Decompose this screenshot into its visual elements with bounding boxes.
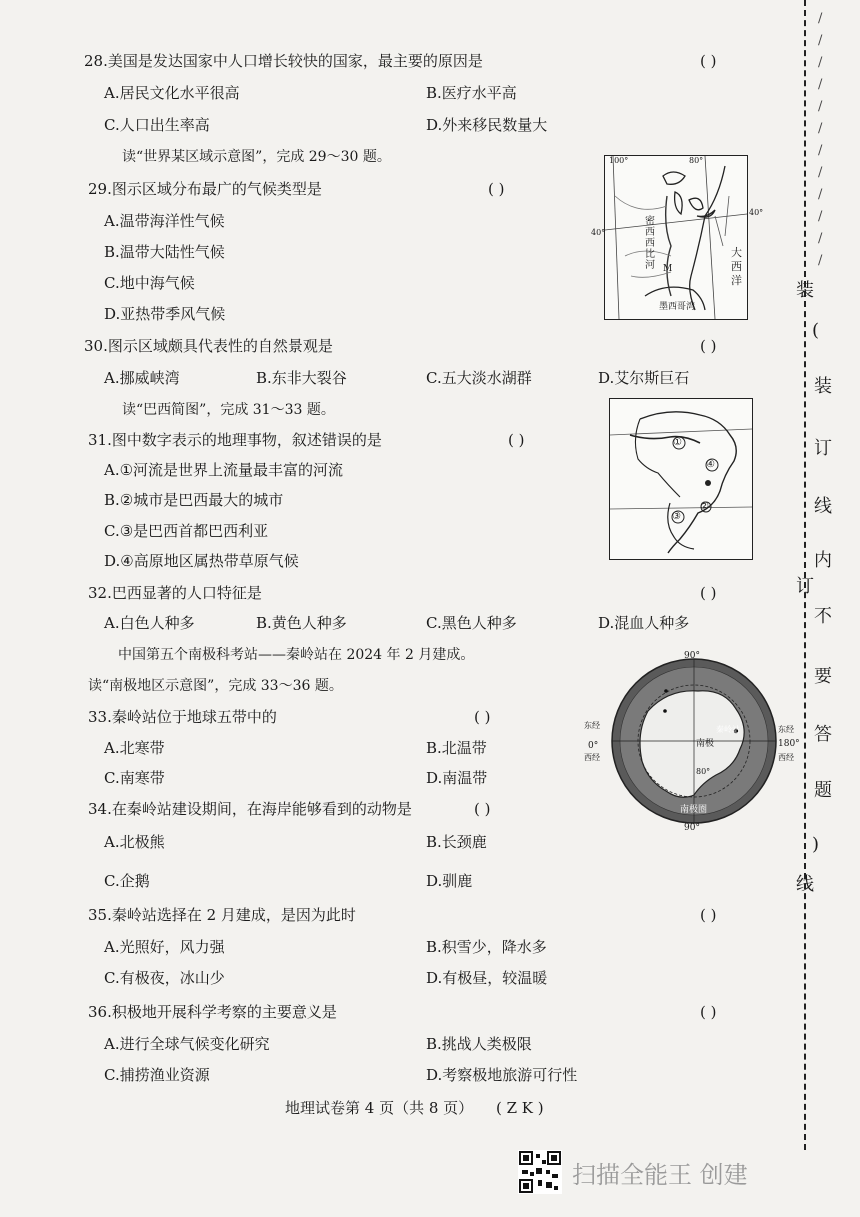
antarctica-bottom-meridian: 90° <box>684 823 700 833</box>
q29-option-d: D.亚热带季风气候 <box>104 305 226 323</box>
na-lat-left-label: 40° <box>591 228 606 237</box>
q28-option-d: D.外来移民数量大 <box>426 116 548 134</box>
q32-option-b: B.黄色人种多 <box>256 614 347 632</box>
na-lon-left-label: 100° <box>609 156 629 165</box>
antarctica-left-degree: 0° <box>588 741 599 751</box>
q30-option-d: D.艾尔斯巨石 <box>598 369 690 387</box>
binding-char: 订 <box>814 438 832 459</box>
binding-char: ) <box>812 834 820 855</box>
binding-char: 装 <box>796 280 814 301</box>
q36-stem: 36.积极地开展科学考察的主要意义是 <box>88 1003 337 1021</box>
q36-option-b: B.挑战人类极限 <box>426 1035 532 1053</box>
binding-char: ( <box>812 320 820 341</box>
q31-option-d: D.④高原地区属热带草原气候 <box>104 552 299 570</box>
binding-char: 线 <box>796 874 814 895</box>
qr-code-icon <box>518 1150 562 1194</box>
intro-31-33: 读“巴西简图”，完成 31～33 题。 <box>122 402 335 418</box>
latitude-80-label: 80° <box>696 767 711 776</box>
q32-option-d: D.混血人种多 <box>598 614 690 632</box>
q34-option-d: D.驯鹿 <box>426 872 473 890</box>
q33-option-d: D.南温带 <box>426 769 488 787</box>
antarctic-circle-label: 南极圈 <box>680 805 708 815</box>
q31-option-b: B.②城市是巴西最大的城市 <box>104 491 284 509</box>
q31-option-c: C.③是巴西首都巴西利亚 <box>104 522 269 540</box>
q30-option-b: B.东非大裂谷 <box>256 369 347 387</box>
q28-option-c: C.人口出生率高 <box>104 116 210 134</box>
q35-option-c: C.有极夜，冰山少 <box>104 969 225 987</box>
mississippi-river-label: 密西西比河 <box>645 216 655 271</box>
q33-answer-paren: ( ) <box>474 708 491 726</box>
q35-option-a: A.光照好，风力强 <box>104 938 225 956</box>
q28-option-b: B.医疗水平高 <box>426 84 517 102</box>
antarctica-right-label-west: 西经 <box>778 753 794 762</box>
q30-option-c: C.五大淡水湖群 <box>426 369 532 387</box>
q28-answer-paren: ( ) <box>700 52 717 70</box>
q31-option-a: A.①河流是世界上流量最丰富的河流 <box>104 461 344 479</box>
antarctica-top-meridian: 90° <box>684 651 700 661</box>
q35-option-d: D.有极昼，较温暖 <box>426 969 548 987</box>
antarctica-right-label-east: 东经 <box>778 725 794 734</box>
binding-char: 不 <box>814 606 832 627</box>
intro-33-36-line1: 中国第五个南极科考站——秦岭站在 2024 年 2 月建成。 <box>118 647 475 663</box>
q33-stem: 33.秦岭站位于地球五带中的 <box>88 708 277 726</box>
q29-answer-paren: ( ) <box>488 180 505 198</box>
q32-stem: 32.巴西显著的人口特征是 <box>88 584 262 602</box>
q33-option-a: A.北寒带 <box>104 739 165 757</box>
q29-option-a: A.温带海洋性气候 <box>104 212 225 230</box>
q36-option-a: A.进行全球气候变化研究 <box>104 1035 270 1053</box>
binding-char: 要 <box>814 666 832 687</box>
intro-33-36-line2: 读“南极地区示意图”，完成 33～36 题。 <box>88 678 343 694</box>
antarctica-region-map <box>586 651 800 831</box>
brazil-label-3: ③ <box>672 511 681 522</box>
binding-char: 答 <box>814 724 832 745</box>
binding-char: 订 <box>796 576 814 597</box>
q30-option-a: A.挪威峡湾 <box>104 369 180 387</box>
q31-answer-paren: ( ) <box>508 431 525 449</box>
antarctica-left-label-east: 东经 <box>584 721 600 730</box>
brazil-label-1: ① <box>673 437 682 448</box>
q33-option-b: B.北温带 <box>426 739 487 757</box>
binding-char: 装 <box>814 376 832 397</box>
na-lat-right-label: 40° <box>749 208 764 217</box>
q33-option-c: C.南寒带 <box>104 769 165 787</box>
q36-option-c: C.捕捞渔业资源 <box>104 1066 210 1084</box>
page-number-text: 地理试卷第 4 页（共 8 页） <box>285 1099 474 1117</box>
q28-stem: 28.美国是发达国家中人口增长较快的国家，最主要的原因是 <box>84 52 483 70</box>
q30-answer-paren: ( ) <box>700 337 717 355</box>
q29-option-c: C.地中海气候 <box>104 274 195 292</box>
atlantic-ocean-label: 大西洋 <box>731 246 742 287</box>
watermark-text: 扫描全能王 创建 <box>572 1160 748 1189</box>
na-lon-right-label: 80° <box>689 156 704 165</box>
antarctica-right-degree: 180° <box>778 739 800 749</box>
q34-answer-paren: ( ) <box>474 800 491 818</box>
antarctica-left-label-west: 西经 <box>584 753 600 762</box>
south-pole-label: 南极 <box>696 739 715 749</box>
intro-29-30: 读“世界某区域示意图”，完成 29～30 题。 <box>122 149 391 165</box>
binding-char: 题 <box>814 780 832 801</box>
q29-option-b: B.温带大陆性气候 <box>104 243 225 261</box>
binding-margin-marks: / / / / / / / / / / / / <box>818 11 823 268</box>
q32-option-c: C.黑色人种多 <box>426 614 517 632</box>
q32-option-a: A.白色人种多 <box>104 614 195 632</box>
brazil-label-2: ② <box>700 501 709 512</box>
na-point-m: M <box>663 264 673 274</box>
paper-code: ( Z K ) <box>495 1099 544 1117</box>
binding-char: 内 <box>814 550 832 571</box>
q34-option-a: A.北极熊 <box>104 833 165 851</box>
page-footer <box>285 1097 562 1118</box>
scanner-watermark <box>518 1150 748 1194</box>
q35-answer-paren: ( ) <box>700 906 717 924</box>
q32-answer-paren: ( ) <box>700 584 717 602</box>
q29-stem: 29.图示区域分布最广的气候类型是 <box>88 180 322 198</box>
q34-option-c: C.企鹅 <box>104 872 150 890</box>
q31-stem: 31.图中数字表示的地理事物，叙述错误的是 <box>88 431 382 449</box>
brazil-label-4: ④ <box>706 459 715 470</box>
q35-option-b: B.积雪少，降水多 <box>426 938 547 956</box>
binding-char: 线 <box>814 496 832 517</box>
q35-stem: 35.秦岭站选择在 2 月建成，是因为此时 <box>88 906 356 924</box>
q34-option-b: B.长颈鹿 <box>426 833 487 851</box>
qinling-station-label: 秦岭站 <box>716 725 740 734</box>
q30-stem: 30.图示区域颇具代表性的自然景观是 <box>84 337 333 355</box>
q36-answer-paren: ( ) <box>700 1003 717 1021</box>
q34-stem: 34.在秦岭站建设期间，在海岸能够看到的动物是 <box>88 800 412 818</box>
north-america-region-map <box>591 155 764 320</box>
brazil-sketch-map <box>609 398 753 560</box>
q36-option-d: D.考察极地旅游可行性 <box>426 1066 578 1084</box>
gulf-of-mexico-label: 墨西哥湾 <box>659 302 696 312</box>
q28-option-a: A.居民文化水平很高 <box>104 84 240 102</box>
